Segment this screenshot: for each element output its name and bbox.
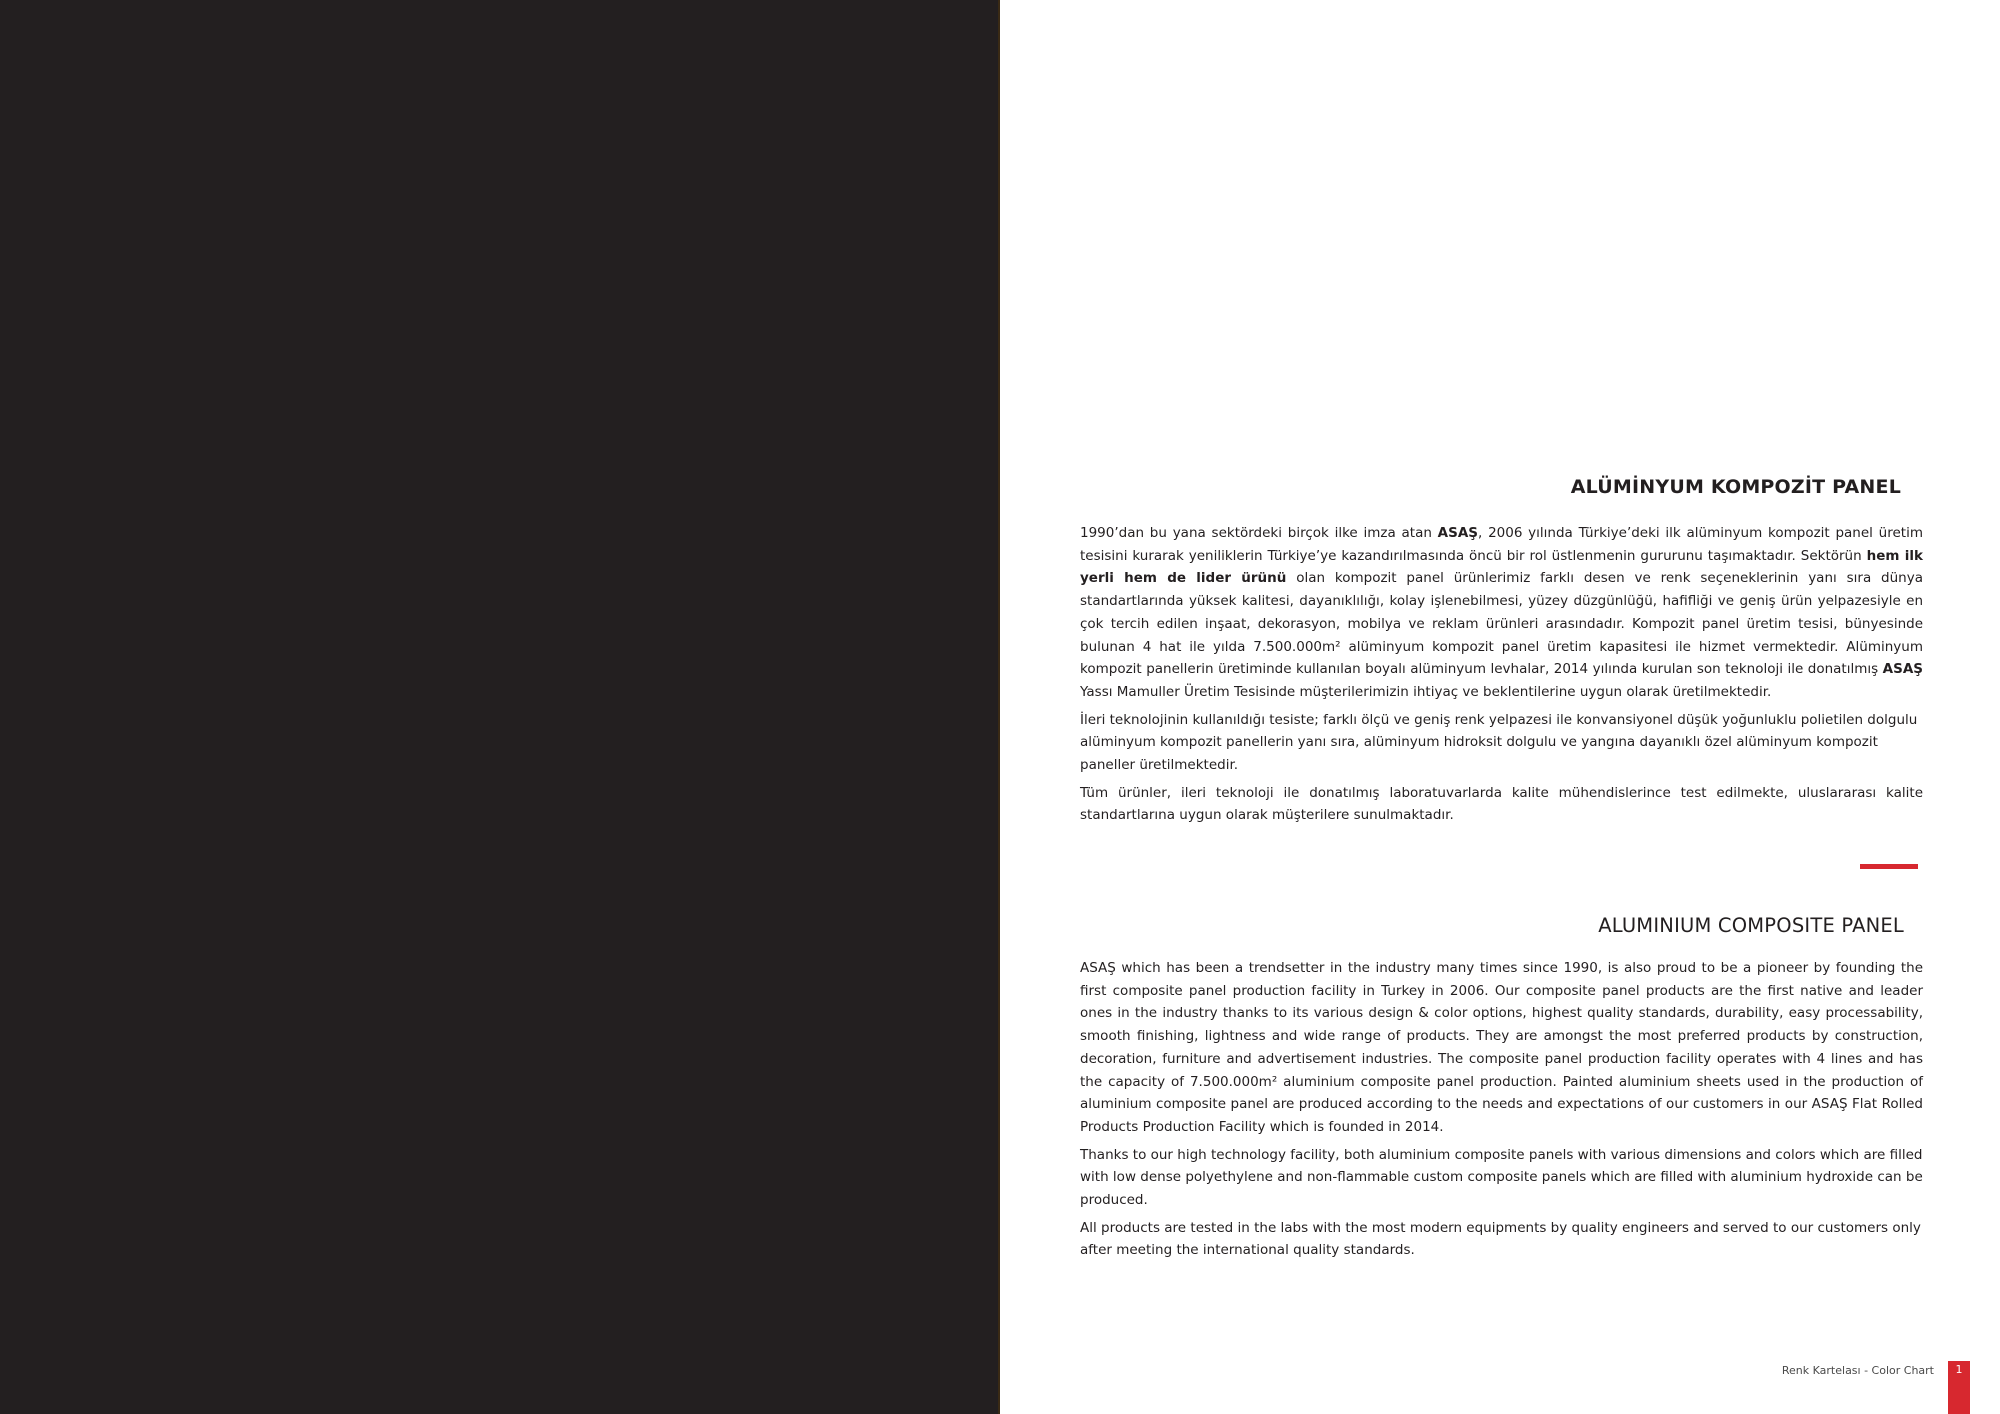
footer-label: Renk Kartelası - Color Chart	[1781, 1364, 1934, 1377]
red-divider	[1860, 864, 1918, 869]
page-number: 1	[1955, 1363, 1963, 1376]
english-title: ALUMINIUM COMPOSITE PANEL	[1598, 914, 1904, 937]
brand-name: ASAŞ	[1882, 661, 1923, 678]
highlight-text: hem ilk yerli hem de lider ürünü	[1080, 547, 1923, 587]
turkish-paragraph-1: 1990’dan bu yana sektördeki birçok ilke imza atan ASAŞ, 2006 yılında Türkiye’deki ilk alüminyum kompozit panel üretim tesisini kurarak yeniliklerin Türkiye’ye kazandırılmasında öncü bir rol üstlenmenin gururunu taşımaktadır. Sektörün hem ilk yerli hem de lider ürünü olan kompozit panel ürünlerimiz farklı desen ve renk seçeneklerinin yanı sıra dünya standartlarında yüksek kalitesi, dayanıklılığı, kolay işlenebilmesi, yüzey düzgünlüğü, hafifliği ve geniş ürün yelpazesiyle en çok tercih edilen inşaat, dekorasyon, mobilya ve reklam ürünleri arasındadır. Kompozit panel üretim tesisi, bünyesinde bulunan 4 hat ile yılda 7.500.000m² alüminyum kompozit panel üretim kapasitesi ile hizmet vermektedir. Alüminyum kompozit panellerin üretiminde kullanılan boyalı alüminyum levhalar, 2014 yılında kurulan son teknoloji ile donatılmış ASAŞ Yassı Mamuller Üretim Tesisinde müşterilerimizin ihtiyaç ve beklentilerine uygun olarak üretilmektedir.	[1080, 525, 1923, 700]
english-paragraph-3: All products are tested in the labs with the most modern equipments by quality engineers and served to our customers only after meeting the international quality standards.	[1080, 1219, 1921, 1259]
turkish-paragraph-2: İleri teknolojinin kullanıldığı tesiste; farklı ölçü ve geniş renk yelpazesi ile konvansiyonel düşük yoğunluklu polietilen dolgulu alüminyum kompozit panellerin yanı sıra, alüminyum hidroksit dolgulu ve yangına dayanıklı özel alüminyum kompozit paneller üretilmektedir.	[1080, 711, 1918, 774]
turkish-title: ALÜMİNYUM KOMPOZİT PANEL	[1570, 476, 1901, 498]
english-paragraph-2: Thanks to our high technology facility, both aluminium composite panels with various dimensions and colors which are filled with low dense polyethylene and non-flammable custom composite panels which are filled with aluminium hydroxide can be produced.	[1080, 1146, 1923, 1209]
left-dark-panel	[0, 0, 998, 1414]
english-paragraph-1: ASAŞ which has been a trendsetter in the industry many times since 1990, is also proud to be a pioneer by founding the first composite panel production facility in Turkey in 2006. Our composite panel products are the first native and leader ones in the industry thanks to its various design & color options, highest quality standards, durability, easy processability, smooth finishing, lightness and wide range of products. They are amongst the most preferred products by construction, decoration, furniture and advertisement industries. The composite panel production facility operates with 4 lines and has the capacity of 7.500.000m² aluminium composite panel production. Painted aluminium sheets used in the production of aluminium composite panel are produced according to the needs and expectations of our customers in our ASAŞ Flat Rolled Products Production Facility which is founded in 2014.	[1080, 960, 1923, 1135]
brand-name: ASAŞ	[1437, 525, 1479, 541]
turkish-body	[1080, 522, 1923, 832]
english-body	[1080, 957, 1923, 1267]
turkish-paragraph-3: Tüm ürünler, ileri teknoloji ile donatılmış laboratuvarlarda kalite mühendislerince test edilmekte, uluslararası kalite standartlarına uygun olarak müşterilere sunulmaktadır.	[1080, 784, 1923, 824]
